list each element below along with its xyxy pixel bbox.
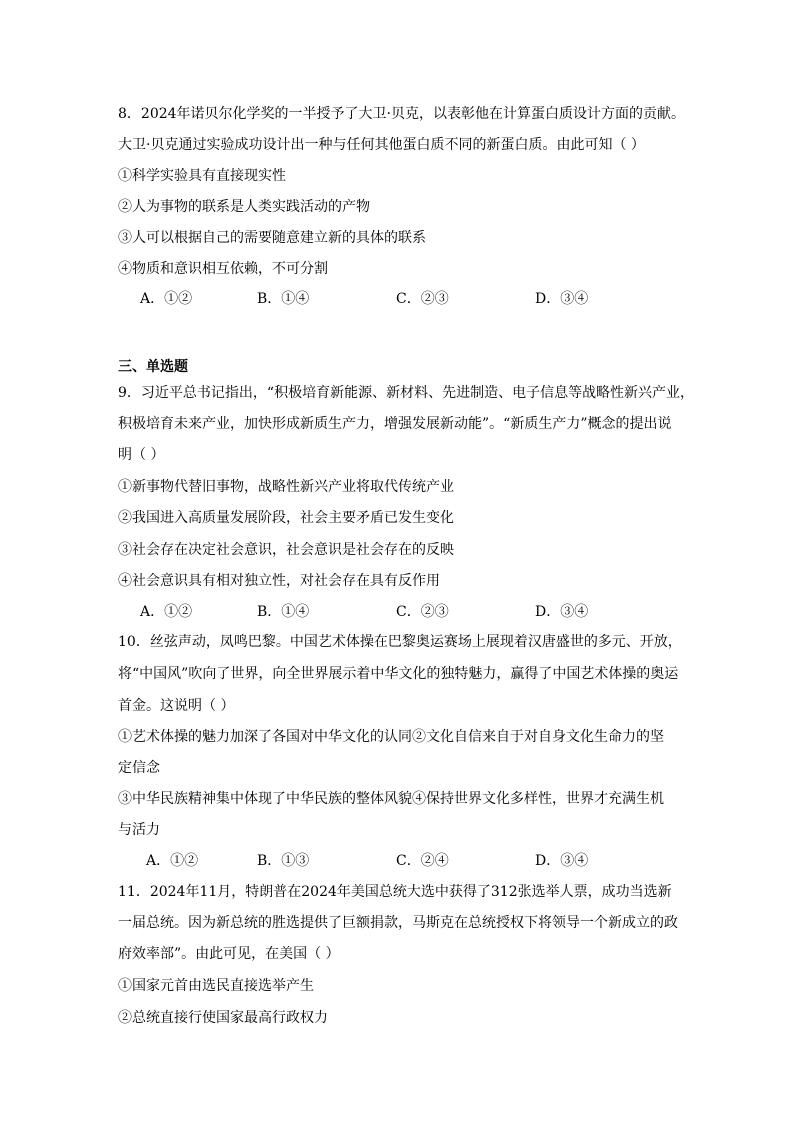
q9-stem-line-3: 明（ ）: [118, 447, 165, 463]
q11-statement-2: ②总统直接行使国家最高行政权力: [118, 1010, 328, 1026]
q9-stem-line-1: 9．习近平总书记指出，“积极培育新能源、新材料、先进制造、电子信息等战略性新兴产业，: [118, 385, 695, 401]
q8-option-c[interactable]: C．②③: [396, 291, 449, 307]
q10-stem-line-2: 将“中国风”吹向了世界，向全世界展示着中华文化的独特魅力，赢得了中国艺术体操的奥运: [118, 666, 679, 682]
q10-option-b[interactable]: B．①③: [257, 853, 310, 869]
q9-option-d[interactable]: D．③④: [535, 604, 589, 620]
q9-stem-line-2: 积极培育未来产业，加快形成新质生产力，增强发展新动能”。“新质生产力”概念的提出说: [118, 416, 672, 432]
q10-option-d[interactable]: D．③④: [535, 853, 589, 869]
section-heading: 三、单选题: [118, 359, 188, 375]
q10-statement-2-cont: 与活力: [118, 822, 160, 838]
q8-statement-1: ①科学实验具有直接现实性: [118, 168, 286, 184]
q10-option-c[interactable]: C．②④: [396, 853, 449, 869]
q10-stem-line-1: 10．丝弦声动，凤鸣巴黎。中国艺术体操在巴黎奥运赛场上展现着汉唐盛世的多元、开放，: [118, 634, 682, 650]
q10-stem-line-3: 首金。这说明（ ）: [118, 698, 235, 714]
q8-statement-4: ④物质和意识相互依赖，不可分割: [118, 261, 328, 277]
q9-statement-4: ④社会意识具有相对独立性，对社会存在具有反作用: [118, 573, 440, 589]
q9-statement-2: ②我国进入高质量发展阶段，社会主要矛盾已发生变化: [118, 510, 454, 526]
q8-option-b[interactable]: B．①④: [257, 291, 310, 307]
q8-stem-line-2: 大卫·贝克通过实验成功设计出一种与任何其他蛋白质不同的新蛋白质。由此可知（ ）: [118, 137, 645, 153]
q9-statement-3: ③社会存在决定社会意识，社会意识是社会存在的反映: [118, 542, 454, 558]
q10-statement-1: ①艺术体操的魅力加深了各国对中华文化的认同②文化自信来自于对自身文化生命力的坚: [118, 729, 664, 745]
q10-statement-1-cont: 定信念: [118, 760, 160, 776]
q8-option-a[interactable]: A．①②: [140, 291, 193, 307]
q8-statement-3: ③人可以根据自己的需要随意建立新的具体的联系: [118, 230, 426, 246]
q8-statement-2: ②人为事物的联系是人类实践活动的产物: [118, 199, 370, 215]
q8-option-d[interactable]: D．③④: [535, 291, 589, 307]
q9-option-b[interactable]: B．①④: [257, 604, 310, 620]
q11-stem-line-3: 府效率部”。由此可见，在美国（ ）: [118, 946, 340, 962]
q11-stem-line-1: 11．2024年11月，特朗普在2024年美国总统大选中获得了312张选举人票，成功当选新: [118, 884, 672, 900]
q11-statement-1: ①国家元首由选民直接选举产生: [118, 978, 314, 994]
q9-statement-1: ①新事物代替旧事物，战略性新兴产业将取代传统产业: [118, 479, 454, 495]
q10-option-a[interactable]: A．①②: [146, 853, 199, 869]
q9-option-c[interactable]: C．②③: [396, 604, 449, 620]
q8-stem-line-1: 8．2024年诺贝尔化学奖的一半授予了大卫·贝克，以表彰他在计算蛋白质设计方面的贡献。: [118, 106, 685, 122]
q11-stem-line-2: 一届总统。因为新总统的胜选提供了巨额捐款，马斯克在总统授权下将领导一个新成立的政: [118, 915, 678, 931]
q9-option-a[interactable]: A．①②: [140, 604, 193, 620]
q10-statement-2: ③中华民族精神集中体现了中华民族的整体风貌④保持世界文化多样性，世界才充满生机: [118, 791, 664, 807]
